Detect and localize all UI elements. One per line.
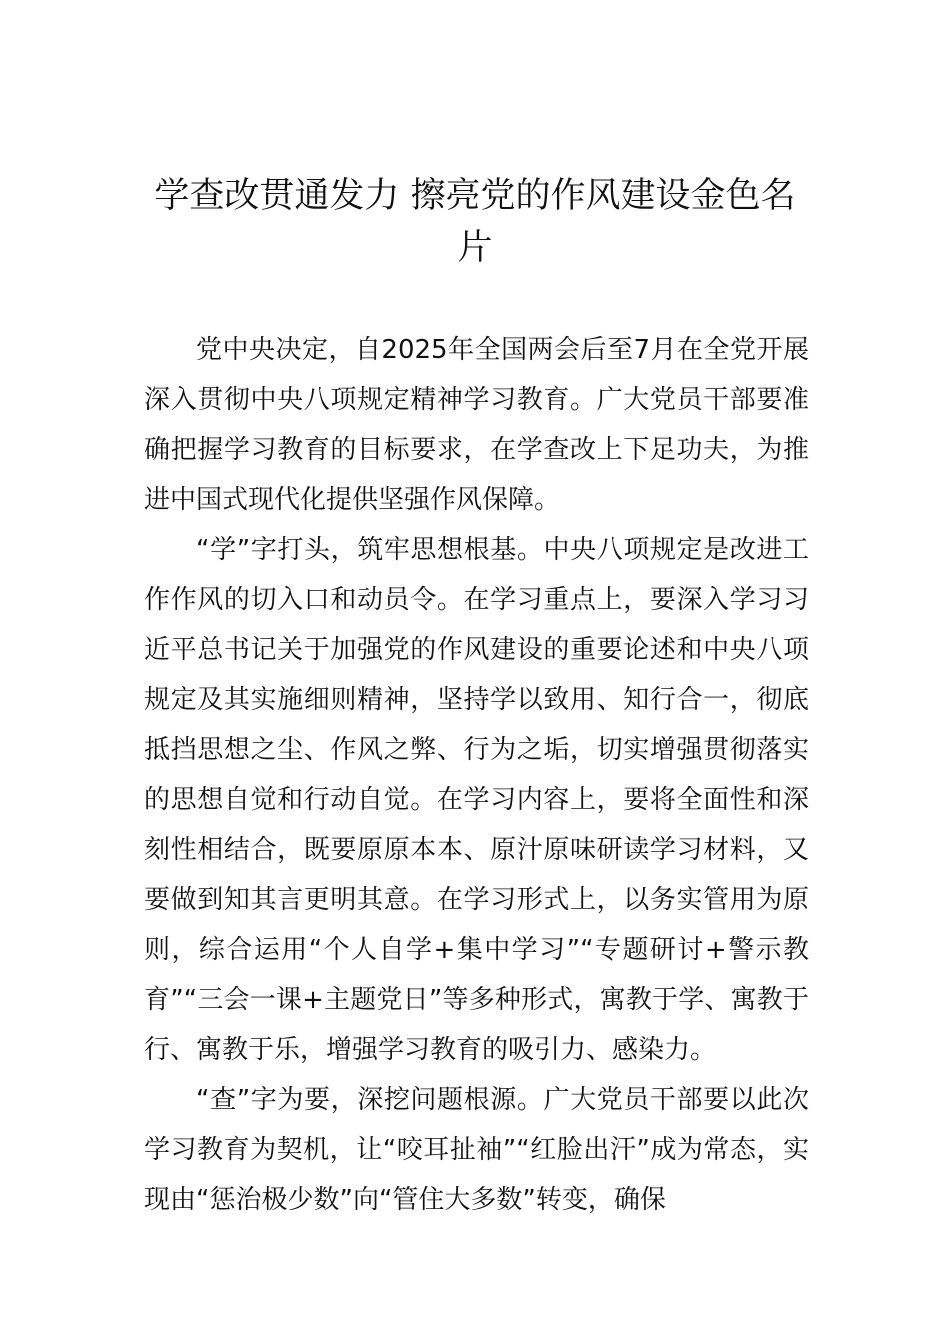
paragraph-intro: 党中央决定，自2025年全国两会后至7月在全党开展深入贯彻中央八项规定精神学习教育。广大党员干部要准确把握学习教育的目标要求，在学查改上下足功夫，为推进中国式现代化提供坚强作风保障。 <box>144 335 809 515</box>
document-body <box>144 325 809 1225</box>
paragraph-study: “学”字打头，筑牢思想根基。中央八项规定是改进工作作风的切入口和动员令。在学习重点上，要深入学习习近平总书记关于加强党的作风建设的重要论述和中央八项规定及其实施细则精神，坚持学以致用、知行合一，彻底抵挡思想之尘、作风之弊、行为之垢，切实增强贯彻落实的思想自觉和行动自觉。在学习内容上，要将全面性和深刻性相结合，既要原原本本、原汁原味研读学习材料，又要做到知其言更明其意。在学习形式上，以务实管用为原则，综合运用“个人自学+集中学习”“专题研讨+警示教育”“三会一课+主题党日”等多种形式，寓教于学、寓教于行、寓教于乐，增强学习教育的吸引力、感染力。 <box>144 535 809 1065</box>
document-title: 学查改贯通发力 擦亮党的作风建设金色名片 <box>154 176 796 268</box>
paragraph-inspect: “查”字为要，深挖问题根源。广大党员干部要以此次学习教育为契机，让“咬耳扯袖”“红脸出汗”成为常态，实现由“惩治极少数”向“管住大多数”转变，确保 <box>144 1085 809 1215</box>
